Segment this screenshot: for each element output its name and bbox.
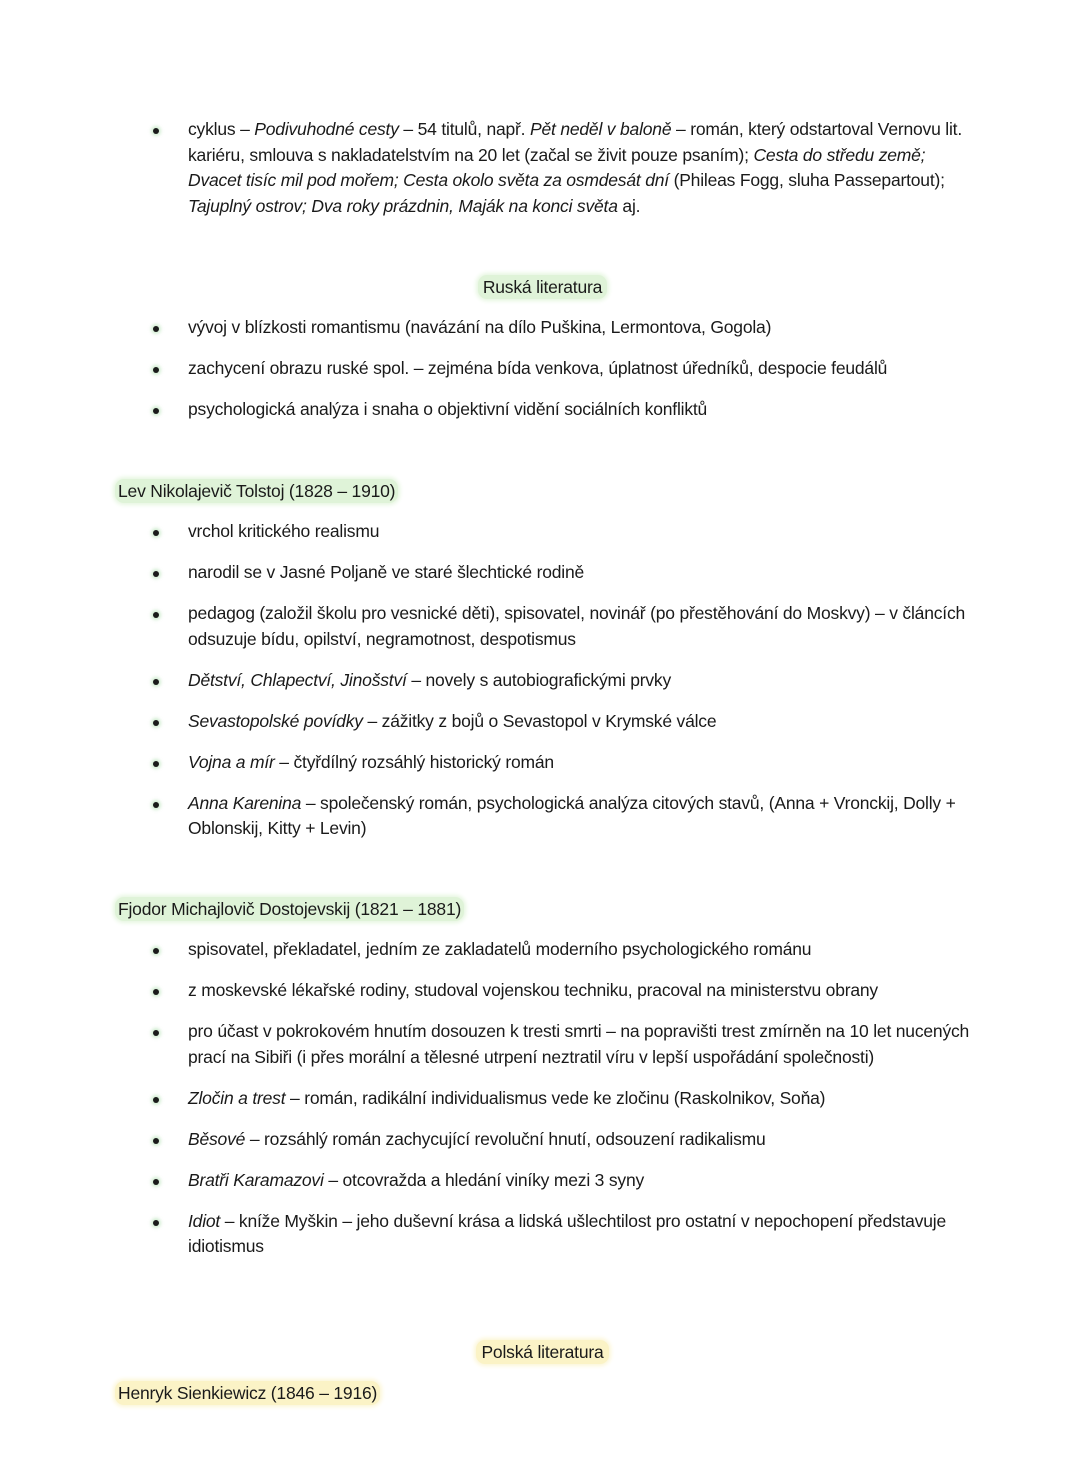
bullet-icon	[153, 367, 159, 373]
item-text: – otcovražda a hledání viníky mezi 3 syny	[323, 1169, 645, 1190]
item-text: spisovatel, překladatel, jedním ze zakladatelů moderního psychologického románu	[188, 939, 812, 959]
item-text: (Phileas Fogg, sluha Passepartout);	[668, 170, 945, 190]
work-title: Pět neděl v baloně	[530, 119, 672, 139]
item-text: cyklus –	[188, 119, 255, 139]
bullet-icon	[153, 326, 159, 332]
list-item	[0, 601, 1080, 652]
list-item	[0, 750, 1080, 776]
dostoevsky-list	[0, 937, 1080, 1260]
item-text: – společenský román, psychologická analýza citových stavů, (Anna + Vronckij, Dolly + Oblonskij, Kitty + Levin)	[188, 792, 956, 838]
sienkiewicz-heading: Henryk Sienkiewicz (1846 – 1916)	[115, 1381, 380, 1405]
list-item	[0, 1086, 1080, 1112]
list-item	[0, 709, 1080, 735]
work-title: Vojna a mír	[188, 751, 275, 772]
work-title: Zločin a trest	[188, 1087, 286, 1108]
russian-intro-section	[0, 315, 1080, 423]
list-item	[0, 560, 1080, 586]
bullet-icon	[153, 1220, 159, 1226]
bullet-icon	[153, 571, 159, 577]
bullet-icon	[153, 408, 159, 414]
work-title: Dětství, Chlapectví, Jinošství	[188, 669, 407, 690]
bullet-icon	[153, 530, 159, 536]
list-item	[0, 1127, 1080, 1153]
list-item	[0, 937, 1080, 963]
tolstoy-heading: Lev Nikolajevič Tolstoj (1828 – 1910)	[115, 479, 398, 503]
bullet-icon	[153, 720, 159, 726]
list-item	[0, 791, 1080, 842]
item-text: psychologická analýza i snaha o objektivní vidění sociálních konfliktů	[188, 399, 708, 419]
item-text: pro účast v pokrokovém hnutím dosouzen k tresti smrti – na popravišti trest zmírněn na 10 let nucených prací na Sibiři (i přes morální a tělesné utrpení neztratil víru v lepší uspořádání společnosti)	[188, 1021, 970, 1067]
bullet-icon	[153, 128, 159, 134]
work-title: Tajuplný ostrov; Dva roky prázdnin, Maják na konci světa	[188, 195, 618, 216]
item-text: – čtyřdílný rozsáhlý historický román	[274, 751, 554, 772]
work-title: Sevastopolské povídky	[188, 710, 363, 731]
bullet-icon	[153, 679, 159, 685]
work-title: Běsové	[188, 1128, 246, 1149]
item-text: – 54 titulů, např.	[398, 119, 530, 139]
item-text: aj.	[617, 195, 641, 216]
list-item	[0, 397, 1080, 423]
bullet-icon	[153, 1138, 159, 1144]
tolstoy-section	[0, 519, 1080, 842]
list-item	[0, 1209, 1080, 1260]
item-text: – rozsáhlý román zachycující revoluční hnutí, odsouzení radikalismu	[245, 1128, 766, 1149]
bullet-icon	[153, 612, 159, 618]
item-text: pedagog (založil školu pro vesnické děti), spisovatel, novinář (po přestěhování do Moskvy) – v článcích odsuzuje bídu, opilství, negramotnost, despotismus	[188, 603, 966, 649]
work-title: Bratři Karamazovi	[188, 1169, 324, 1190]
verne-works-list	[0, 117, 1080, 219]
item-text: – novely s autobiografickými prvky	[406, 669, 672, 690]
list-item	[0, 356, 1080, 382]
bullet-icon	[153, 1097, 159, 1103]
list-item	[0, 519, 1080, 545]
list-item	[0, 1168, 1080, 1194]
work-title: Anna Karenina	[188, 792, 302, 813]
section-heading-polish	[0, 1340, 1080, 1364]
list-item	[0, 1019, 1080, 1070]
list-item	[0, 668, 1080, 694]
tolstoy-list	[0, 519, 1080, 842]
bullet-icon	[153, 948, 159, 954]
polish-literature-title: Polská literatura	[476, 1340, 608, 1364]
work-title: Podivuhodné cesty	[254, 119, 399, 139]
bullet-icon	[153, 989, 159, 995]
item-text: – kníže Myškin – jeho duševní krása a lidská ušlechtilost pro ostatní v nepochopení představuje idiotismus	[188, 1210, 947, 1256]
item-text: – román, radikální individualismus vede ke zločinu (Raskolnikov, Soňa)	[285, 1087, 826, 1108]
work-title: Cesta do středu země; Dvacet tisíc mil pod mořem; Cesta okolo světa za osmdesát dní	[188, 144, 926, 190]
item-text: narodil se v Jasné Poljaně ve staré šlechtické rodině	[188, 562, 585, 582]
item-text: vývoj v blízkosti romantismu (navázání na dílo Puškina, Lermontova, Gogola)	[188, 317, 772, 337]
dostoevsky-section	[0, 937, 1080, 1260]
author-heading-dostoevsky	[115, 897, 464, 921]
list-item	[0, 117, 1080, 219]
work-title: Idiot	[188, 1210, 221, 1231]
item-text: – román, který odstartoval Vernovu lit. kariéru, smlouva s nakladatelstvím na 20 let (začal se živit pouze psaním);	[188, 119, 962, 165]
bullet-icon	[153, 761, 159, 767]
russian-literature-title: Ruská literatura	[478, 275, 607, 299]
author-heading-sienkiewicz	[115, 1381, 380, 1405]
list-item	[0, 978, 1080, 1004]
dostoevsky-heading: Fjodor Michajlovič Dostojevskij (1821 – 1881)	[115, 897, 464, 921]
bullet-icon	[153, 802, 159, 808]
verne-works-section	[0, 117, 1080, 219]
author-heading-tolstoy	[115, 479, 398, 503]
item-text: z moskevské lékařské rodiny, studoval vojenskou techniku, pracoval na ministerstvu obrany	[188, 980, 878, 1000]
bullet-icon	[153, 1030, 159, 1036]
item-text: zachycení obrazu ruské spol. – zejména bída venkova, úplatnost úředníků, despocie feudálů	[188, 358, 888, 378]
item-text: – zážitky z bojů o Sevastopol v Krymské válce	[362, 710, 717, 731]
section-heading-russian	[0, 275, 1080, 299]
russian-intro-list	[0, 315, 1080, 423]
list-item	[0, 315, 1080, 341]
bullet-icon	[153, 1179, 159, 1185]
item-text: vrchol kritického realismu	[188, 521, 380, 541]
